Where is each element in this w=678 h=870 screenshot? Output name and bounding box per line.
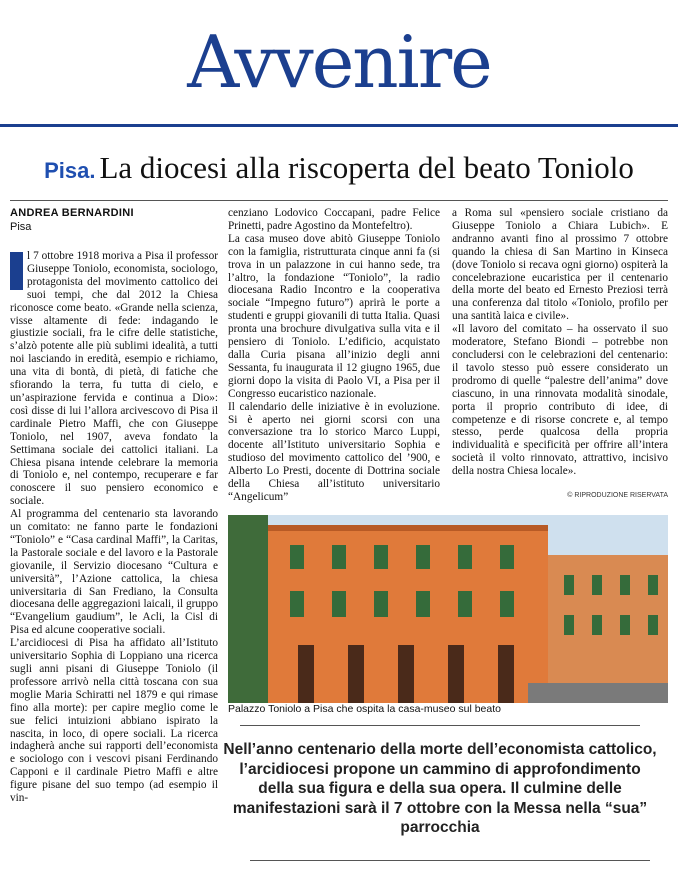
body-paragraph: Al programma del centenario sta lavorando un comitato: ne fanno parte le fondazioni “Toniolo” e “Casa cardinal Maffi”, la Caritas, la Pastorale sociale e del lavoro e la Pastorale giovanile, il Servizio diocesano “Cultura e università”, l’Azione cattolica, la chiesa universitaria di San Frediano, la Consulta diocesana delle aggregazioni laicali, il gruppo “Evangelium gaudium”, le Acli, la Cisl di Pisa ed alcune cooperative sociali. [10, 508, 218, 637]
article-column-1 [10, 250, 218, 815]
headline-title: La diocesi alla riscoperta del beato Toniolo [99, 150, 634, 185]
headline [0, 150, 678, 186]
drop-cap-marker [10, 252, 23, 290]
article-column-2 [228, 207, 440, 507]
summary-rule-top [240, 725, 640, 726]
masthead-rule [0, 124, 678, 127]
body-paragraph: l 7 ottobre 1918 moriva a Pisa il professor Giuseppe Toniolo, economista, sociologo, protagonista del movimento cattolico dei suoi tempi, che dal 2012 la Chiesa riconosce come beato. «Grande nella scienza, visse altamente di fede: indagando le giustizie sociali, fra le cifre delle statistiche, s’alzò potente alle più sublimi idealità, a tutti noi lasciando in eredità, esempio e richiamo, una vita di bontà, di pietà, di fatiche che sfiorando la terra, fu tutta di cielo, e un’aspirazione fervida e continua a Dio»: così disse di lui l’allora arcivescovo di Pisa il cardinale Pietro Maffi, che con Giuseppe Toniolo, nel 1907, aveva fondato la Settimana sociale dei cattolici italiani. La Chiesa pisana intende celebrare la memoria di Toniolo e, nel contempo, recuperare e far conoscere il suo pensiero economico e sociale. [10, 250, 218, 508]
newspaper-logo: Avvenire [187, 20, 491, 104]
copyright-notice: © RIPRODUZIONE RISERVATA [567, 492, 668, 499]
body-paragraph: «Il lavoro del comitato – ha osservato il suo moderatore, Stefano Biondi – potrebbe non concludersi con le celebrazioni del centenario: il tavolo stesso può essere considerato un prodromo di quelle “palestre dell’anima” dove ciascuno, in una rinnovata modalità sinodale, porta il proprio contributo di idee, di competenze e di risorse concrete e, al tempo stesso, perde qualcosa della propria individualità e specificità per offrire all’intera società il volto rinnovato, attrattivo, incisivo della nostra Chiesa locale». [452, 323, 668, 478]
summary-rule [250, 860, 650, 861]
article-summary: Nell’anno centenario della morte dell’economista cattolico, l’arcidiocesi propone un cammino di approfondimento della sua figura e della sua opera. Il culmine delle manifestazioni sarà il 7 ottobre con la Messa nella “sua” parrocchia [223, 741, 657, 836]
palazzo-toniolo-photo [228, 515, 668, 703]
body-paragraph: L’arcidiocesi di Pisa ha affidato all’Istituto universitario Sophia di Loppiano una ricerca sugli anni pisani di Giuseppe Toniolo (il professore arrivò nella città toscana con sua moglie Maria Schiratti nel 1879 e qui rimase fino alla morte): per capire meglio come le sue felici intuizioni abbiano ispirato la nascita, in loco, di opere sociali. La ricerca indagherà anche sui rapporti dell’economista e sociologo con i vescovi pisani Ferdinando Capponi e il cardinale Pietro Maffi e altre figure pisane del suo tempo (ad esempio il vin- [10, 637, 218, 805]
article-column-3 [452, 207, 668, 482]
body-paragraph: cenziano Lodovico Coccapani, padre Felice Prinetti, padre Agostino da Montefeltro). [228, 207, 440, 232]
body-paragraph: a Roma sul «pensiero sociale cristiano da Giuseppe Toniolo a Chiara Lubich». E andranno avanti fino al prossimo 7 ottobre quando la chiesa di San Martino in Kinseca (dove Toniolo si recava ogni giorno) ospiterà la concelebrazione eucaristica per il centenario della morte del beato ed Ernesto Preziosi terrà una conferenza dal titolo «Toniolo, profilo per una santità laica e civile». [452, 207, 668, 323]
headline-rule [10, 200, 668, 201]
byline-place: Pisa [10, 221, 32, 233]
headline-kicker: Pisa. [44, 158, 96, 183]
body-paragraph: Il calendario delle iniziative è in evoluzione. Si è aperto nei giorni scorsi con una conversazione tra lo storico Marco Luppi, docente all’Istituto universitario Sophia e studioso del movimento cattolico del ’900, e Alberto Lo Presti, docente di Dottrina sociale della Chiesa all’istituto universitario “Angelicum” [228, 400, 440, 503]
body-paragraph: La casa museo dove abitò Giuseppe Toniolo con la famiglia, ristrutturata cinque anni fa (si trova in un palazzone in cui hanno sede, tra l’altro, la fondazione “Toniolo”, la radio diocesana Radio Incontro e la cooperativa sociale “Impegno futuro”) aprirà le porte a studenti e gruppi giovanili di tutta Italia. Quasi pronta una brochure divulgativa sulla vita e il pensiero di Toniolo. L’edificio, acquistato dalla Curia pisana all’inizio degli anni Sessanta, fu inaugurata il 12 giugno 1965, due giorni dopo la visita di Paolo VI, a Pisa per il Congresso eucaristico nazionale. [228, 232, 440, 400]
byline-author: ANDREA BERNARDINI [10, 207, 134, 219]
masthead [0, 14, 678, 110]
photo-caption: Palazzo Toniolo a Pisa che ospita la casa-museo sul beato [228, 703, 501, 715]
